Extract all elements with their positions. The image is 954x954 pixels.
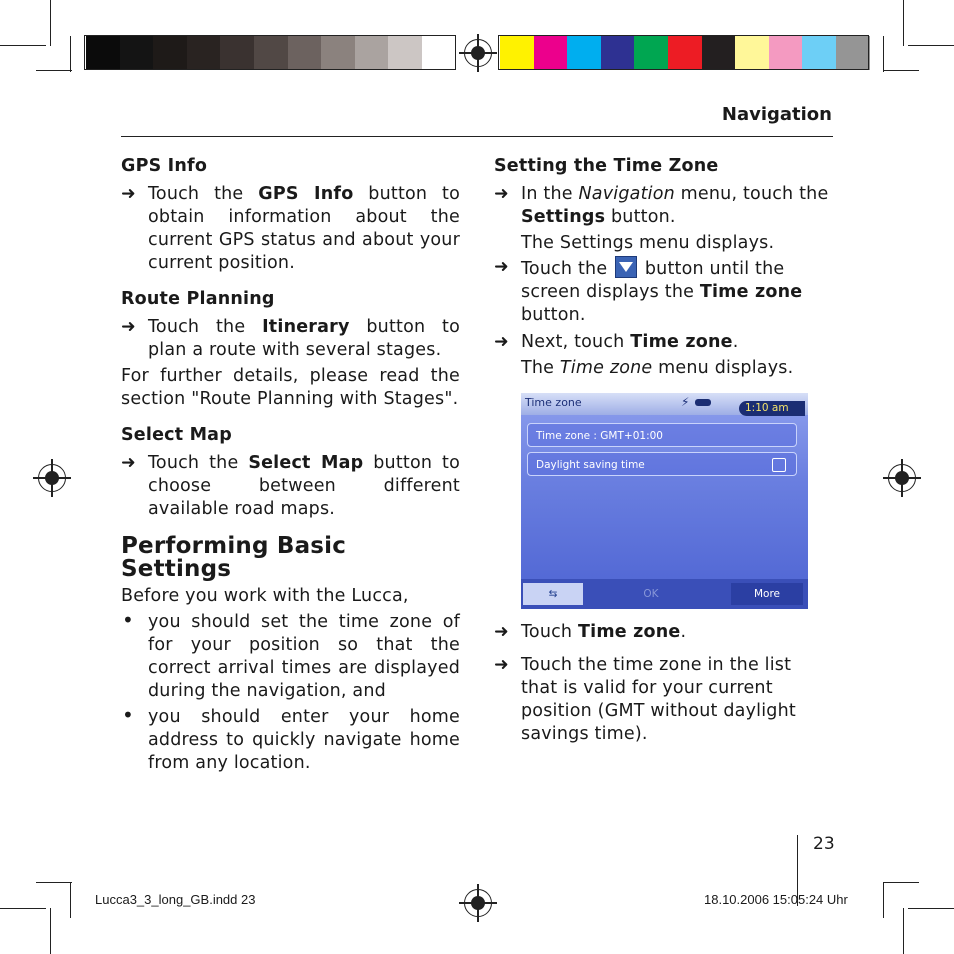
screen-bottombar <box>521 579 808 609</box>
crop-mark <box>36 70 72 71</box>
list-item: • you should enter your home address to quickly navigate home from any location. <box>122 703 460 773</box>
battery-icon <box>695 399 711 406</box>
crop-mark <box>50 908 51 954</box>
arrow-icon: ➜ <box>121 184 136 204</box>
instruction-gps-info: ➜ Touch the GPS Info button to obtain information about the current GPS status and about your current position. <box>121 184 461 273</box>
ok-button[interactable]: OK <box>643 588 659 600</box>
color-bar-frame <box>498 35 869 70</box>
more-button[interactable]: More <box>731 583 803 605</box>
daylight-saving-checkbox[interactable] <box>772 458 786 472</box>
left-column <box>121 155 460 775</box>
arrow-icon: ➜ <box>494 184 509 204</box>
crop-mark <box>908 45 954 46</box>
route-note: For further details, please read the section "Route Planning with Stages". <box>121 366 460 409</box>
screen-title: Time zone <box>525 396 582 409</box>
arrow-icon: ➜ <box>121 317 136 337</box>
step-touch-time-zone: ➜ Next, touch Time zone. <box>494 332 739 352</box>
instruction-route-planning: ➜ Touch the Itinerary button to plan a route with several stages. <box>121 317 461 360</box>
step-result: The Settings menu displays. <box>521 233 775 253</box>
right-column-lower <box>494 621 833 746</box>
crop-mark <box>883 36 884 72</box>
heading-time-zone: Setting the Time Zone <box>494 156 719 176</box>
heading-gps-info: GPS Info <box>121 156 208 176</box>
color-bar-frame <box>84 35 456 70</box>
crop-mark <box>36 882 72 883</box>
step-open-settings: ➜ In the Navigation menu, touch the Settings button. <box>494 184 829 227</box>
arrow-icon: ➜ <box>121 453 136 473</box>
page-number: 23 <box>813 834 835 854</box>
registration-mark-icon <box>464 889 492 917</box>
step-scroll: ➜ Touch the button until the screen displays the Time zone button. <box>494 257 803 325</box>
registration-mark-icon <box>38 464 66 492</box>
arrow-icon: ➜ <box>494 622 509 642</box>
crop-mark <box>0 45 46 46</box>
lightning-icon: ⚡ <box>681 395 690 409</box>
registration-mark-icon <box>464 39 492 67</box>
step-touch-time-zone-2: ➜ Touch Time zone. <box>494 622 687 642</box>
header-rule <box>121 136 833 137</box>
arrow-icon: ➜ <box>494 257 509 277</box>
arrow-icon: ➜ <box>494 655 509 675</box>
registration-mark-icon <box>888 464 916 492</box>
heading-select-map: Select Map <box>121 425 232 445</box>
right-column <box>494 155 833 380</box>
crop-mark <box>883 882 884 918</box>
list-item: • you should set the time zone of for your position so that the correct arrival times are displayed during the navigation, and <box>122 608 460 701</box>
time-zone-screenshot <box>521 393 808 609</box>
crop-mark <box>70 882 71 918</box>
heading-route-planning: Route Planning <box>121 289 275 309</box>
bullet-icon: • <box>122 703 134 727</box>
scroll-down-icon <box>615 256 637 278</box>
crop-mark <box>70 36 71 72</box>
daylight-saving-row[interactable]: Daylight saving time <box>527 452 797 476</box>
heading-basic-settings: Performing Basic Settings <box>121 533 347 582</box>
step-select-zone: ➜ Touch the time zone in the list that is valid for your current position (GMT without daylight savings time). <box>494 655 796 744</box>
crop-mark <box>50 0 51 46</box>
crop-mark <box>908 908 954 909</box>
crop-mark <box>883 70 919 71</box>
crop-mark <box>903 0 904 46</box>
back-button[interactable]: ⇆ <box>523 583 583 605</box>
crop-mark <box>903 908 904 954</box>
instruction-select-map: ➜ Touch the Select Map button to choose between different available road maps. <box>121 453 460 519</box>
time-zone-row[interactable]: Time zone : GMT+01:00 <box>527 423 797 447</box>
arrow-icon: ➜ <box>494 332 509 352</box>
section-header: Navigation <box>721 104 832 125</box>
step-result: The Time zone menu displays. <box>521 358 794 378</box>
settings-intro: Before you work with the Lucca, <box>121 586 409 606</box>
bullet-icon: • <box>122 608 134 632</box>
crop-mark <box>883 882 919 883</box>
crop-mark <box>0 908 46 909</box>
screen-clock: 1:10 am <box>739 401 805 416</box>
footer-filename: Lucca3_3_long_GB.indd 23 <box>95 892 256 907</box>
footer-timestamp: 18.10.2006 15:05:24 Uhr <box>704 892 848 907</box>
